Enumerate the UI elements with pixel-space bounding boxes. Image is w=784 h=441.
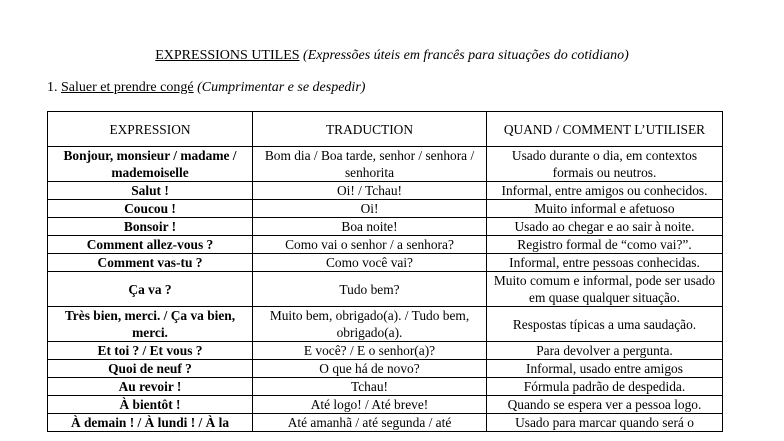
usage-cell: Fórmula padrão de despedida. bbox=[487, 378, 723, 396]
section-note: (Cumprimentar e se despedir) bbox=[197, 80, 366, 95]
table-row bbox=[48, 254, 723, 272]
usage-cell: Quando se espera ver a pessoa logo. bbox=[487, 396, 723, 414]
expressions-table bbox=[47, 111, 723, 432]
usage-cell: Informal, usado entre amigos bbox=[487, 360, 723, 378]
document-title bbox=[0, 47, 784, 65]
usage-cell: Informal, entre amigos ou conhecidos. bbox=[487, 182, 723, 200]
expression-cell: Comment allez-vous ? bbox=[48, 236, 253, 254]
table-row bbox=[48, 147, 723, 182]
table-row bbox=[48, 236, 723, 254]
expression-cell: Ça va ? bbox=[48, 272, 253, 307]
translation-cell: Tchau! bbox=[253, 378, 487, 396]
translation-cell: Até logo! / Até breve! bbox=[253, 396, 487, 414]
expression-cell: Bonsoir ! bbox=[48, 218, 253, 236]
expression-cell: Et toi ? / Et vous ? bbox=[48, 342, 253, 360]
usage-cell: Usado ao chegar e ao sair à noite. bbox=[487, 218, 723, 236]
translation-cell: Tudo bem? bbox=[253, 272, 487, 307]
usage-cell: Usado para marcar quando será o bbox=[487, 414, 723, 432]
title-note: (Expressões úteis em francês para situações do cotidiano) bbox=[303, 48, 629, 63]
translation-cell: Como vai o senhor / a senhora? bbox=[253, 236, 487, 254]
translation-cell: Muito bem, obrigado(a). / Tudo bem, obrigado(a). bbox=[253, 307, 487, 342]
table-row bbox=[48, 200, 723, 218]
translation-cell: O que há de novo? bbox=[253, 360, 487, 378]
usage-cell: Muito informal e afetuoso bbox=[487, 200, 723, 218]
expression-cell: Bonjour, monsieur / madame / mademoiselle bbox=[48, 147, 253, 182]
expression-cell: À bientôt ! bbox=[48, 396, 253, 414]
section-heading bbox=[47, 79, 365, 97]
header-expression: EXPRESSION bbox=[48, 112, 253, 147]
table-row bbox=[48, 182, 723, 200]
table-row bbox=[48, 414, 723, 432]
usage-cell: Muito comum e informal, pode ser usado em quase qualquer situação. bbox=[487, 272, 723, 307]
section-title: Saluer et prendre congé bbox=[61, 80, 194, 95]
expression-cell: Comment vas-tu ? bbox=[48, 254, 253, 272]
translation-cell: E você? / E o senhor(a)? bbox=[253, 342, 487, 360]
translation-cell: Até amanhã / até segunda / até bbox=[253, 414, 487, 432]
expression-cell: Très bien, merci. / Ça va bien, merci. bbox=[48, 307, 253, 342]
table-row bbox=[48, 218, 723, 236]
usage-cell: Usado durante o dia, em contextos formais ou neutros. bbox=[487, 147, 723, 182]
table-row bbox=[48, 396, 723, 414]
expression-cell: À demain ! / À lundi ! / À la bbox=[48, 414, 253, 432]
header-translation: TRADUCTION bbox=[253, 112, 487, 147]
usage-cell: Para devolver a pergunta. bbox=[487, 342, 723, 360]
table-row bbox=[48, 307, 723, 342]
table-row bbox=[48, 272, 723, 307]
expression-cell: Salut ! bbox=[48, 182, 253, 200]
translation-cell: Oi! / Tchau! bbox=[253, 182, 487, 200]
title-text: EXPRESSIONS UTILES bbox=[155, 48, 300, 63]
table-row bbox=[48, 378, 723, 396]
expression-cell: Quoi de neuf ? bbox=[48, 360, 253, 378]
table-header-row bbox=[48, 112, 723, 147]
table-row bbox=[48, 360, 723, 378]
usage-cell: Informal, entre pessoas conhecidas. bbox=[487, 254, 723, 272]
usage-cell: Respostas típicas a uma saudação. bbox=[487, 307, 723, 342]
translation-cell: Bom dia / Boa tarde, senhor / senhora / senhorita bbox=[253, 147, 487, 182]
translation-cell: Oi! bbox=[253, 200, 487, 218]
expression-cell: Au revoir ! bbox=[48, 378, 253, 396]
header-usage: QUAND / COMMENT L’UTILISER bbox=[487, 112, 723, 147]
section-number: 1. bbox=[47, 80, 58, 95]
translation-cell: Boa noite! bbox=[253, 218, 487, 236]
usage-cell: Registro formal de “como vai?”. bbox=[487, 236, 723, 254]
translation-cell: Como você vai? bbox=[253, 254, 487, 272]
expression-cell: Coucou ! bbox=[48, 200, 253, 218]
table-row bbox=[48, 342, 723, 360]
